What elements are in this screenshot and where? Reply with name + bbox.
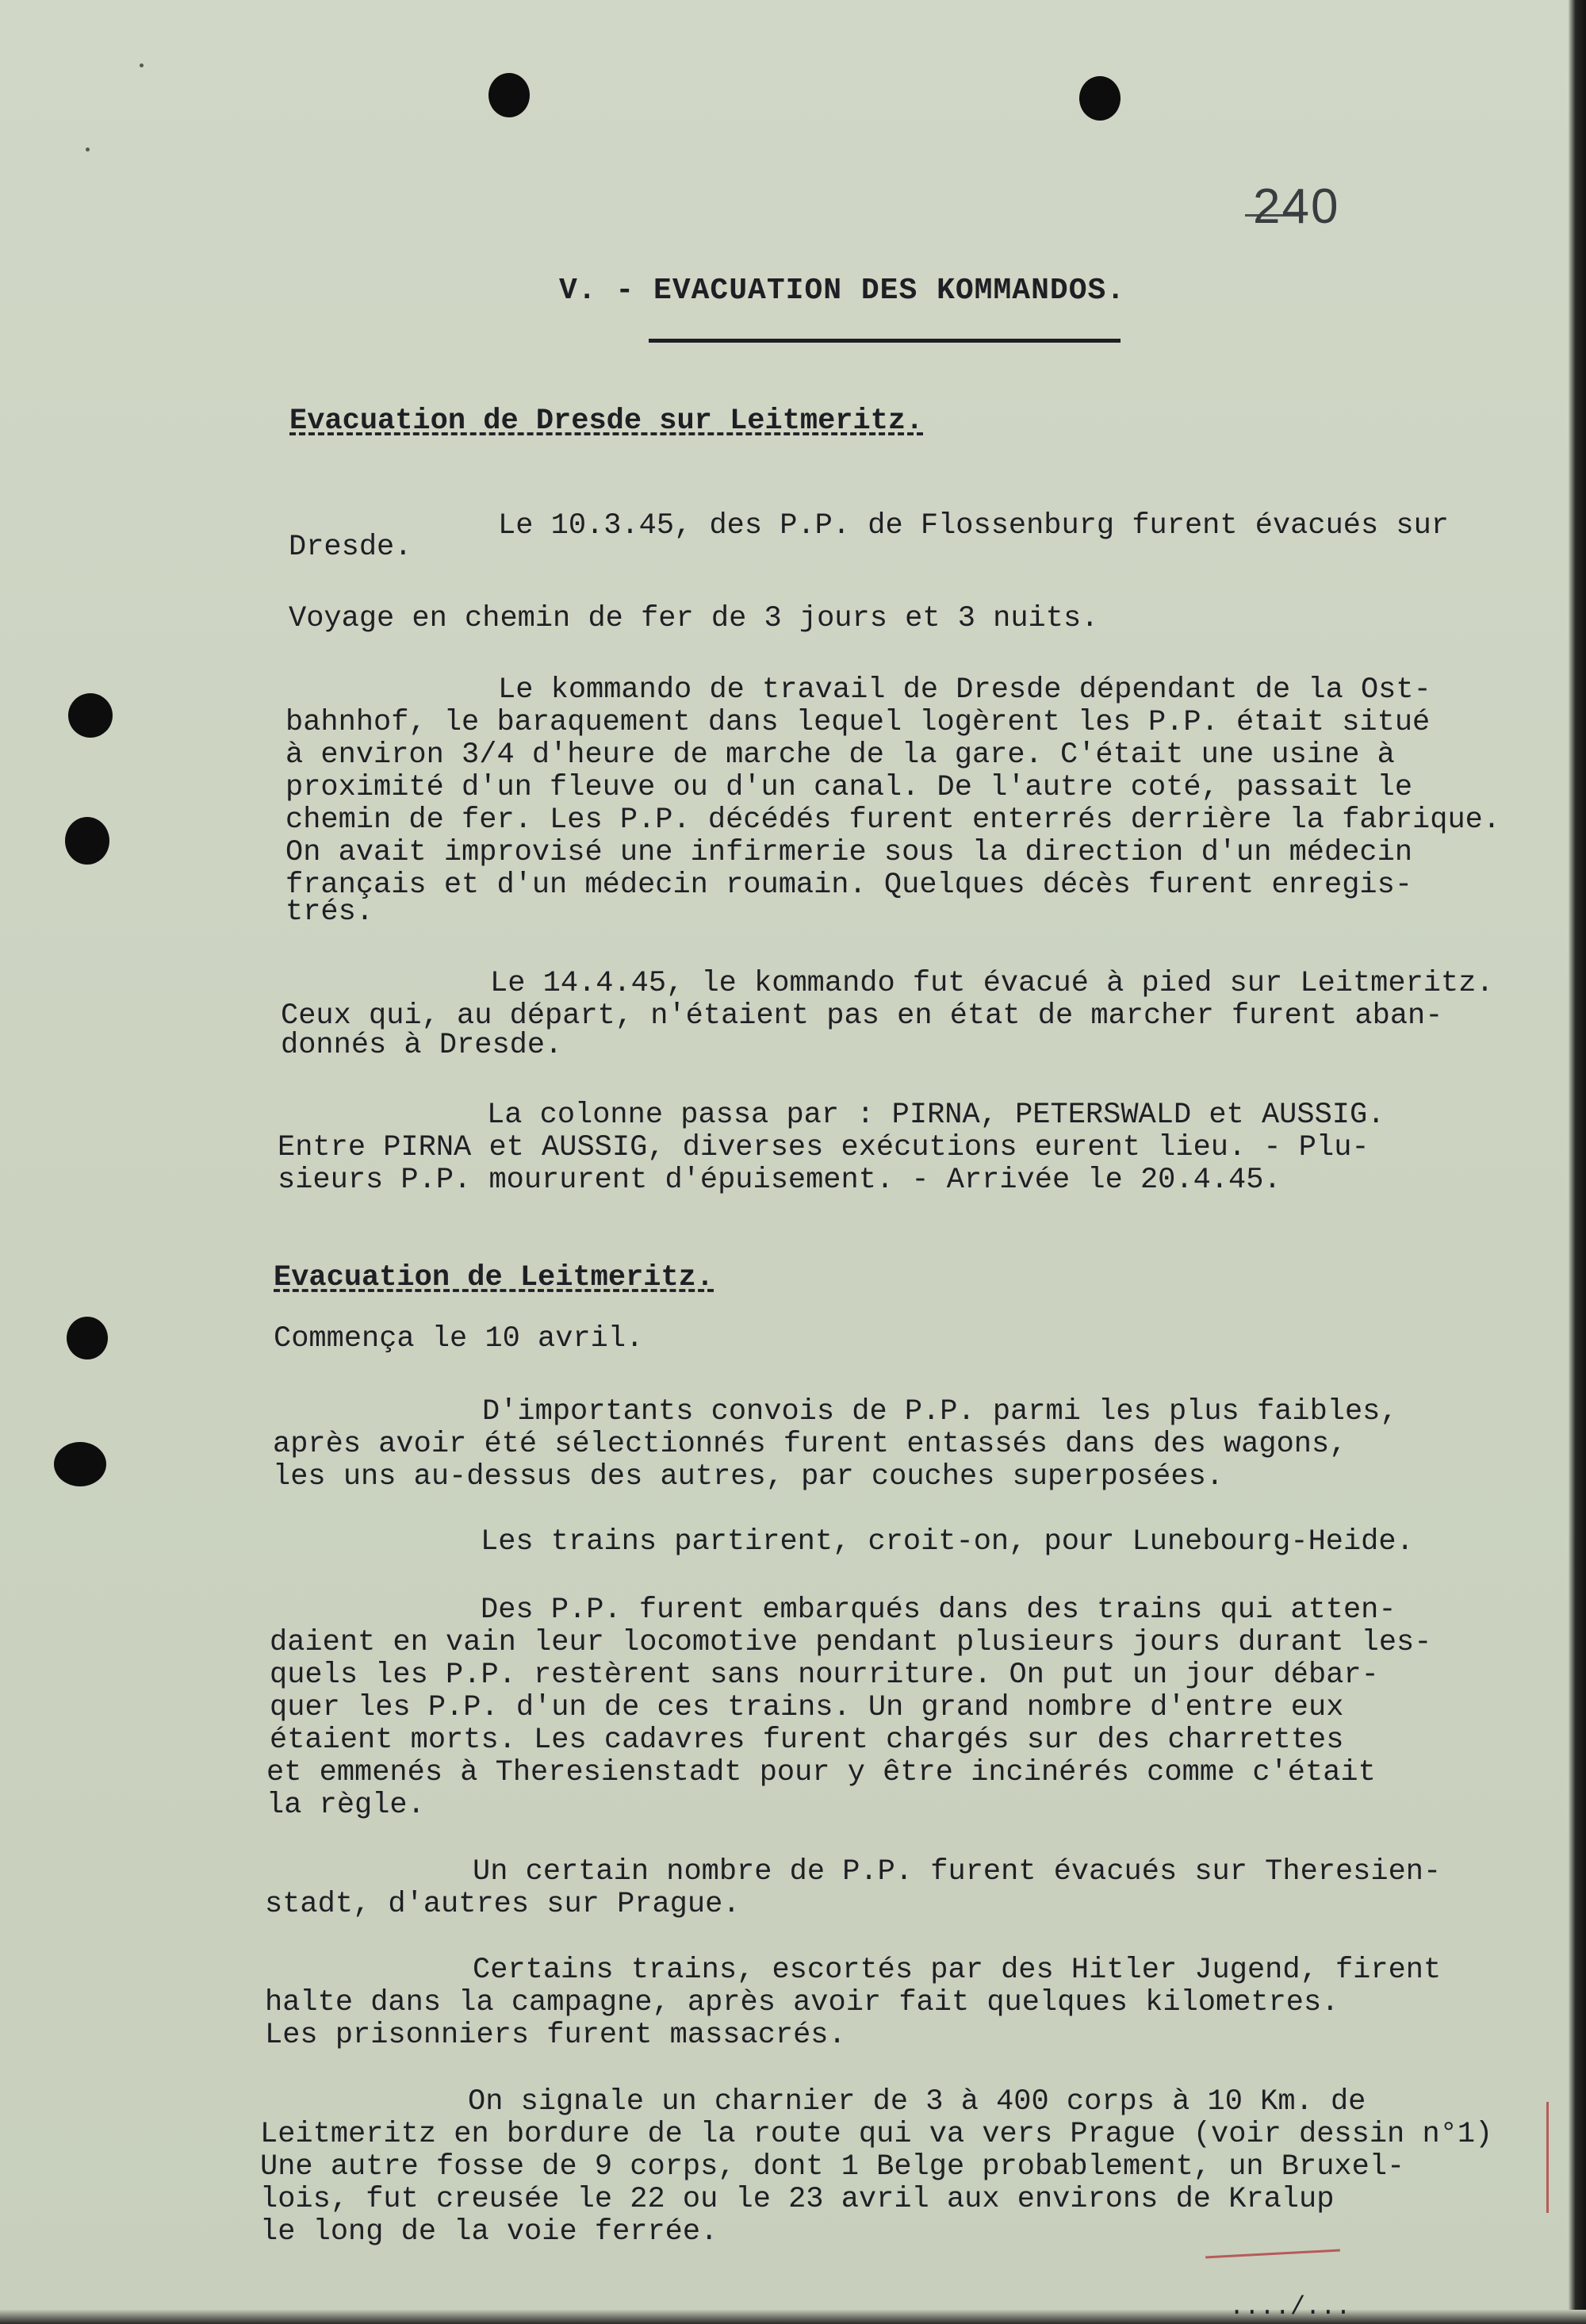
text-line: On signale un charnier de 3 à 400 corps à 10 Km. de	[468, 2085, 1366, 2119]
text-line: Dresde.	[289, 531, 412, 564]
text-line: bahnhof, le baraquement dans lequel logèrent les P.P. était situé	[285, 706, 1431, 739]
text-line: Certains trains, escortés par des Hitler Jugend, firent	[473, 1954, 1442, 1987]
red-annotation-mark	[1546, 2102, 1549, 2213]
text-line: La colonne passa par : PIRNA, PETERSWALD et AUSSIG.	[487, 1099, 1385, 1132]
text-line: le long de la voie ferrée.	[260, 2215, 718, 2249]
text-line: étaient morts. Les cadavres furent chargés sur des charrettes	[270, 1724, 1344, 1757]
text-line: chemin de fer. Les P.P. décédés furent enterrés derrière la fabrique.	[285, 803, 1501, 837]
text-line: après avoir été sélectionnés furent entassés dans des wagons,	[273, 1428, 1347, 1461]
margin-speck	[86, 148, 90, 151]
text-line: Ceux qui, au départ, n'étaient pas en état de marcher furent aban-	[281, 999, 1443, 1033]
punch-hole-left-1	[68, 693, 113, 738]
text-line: Le kommando de travail de Dresde dépendant de la Ost-	[498, 673, 1431, 707]
text-line: Le 10.3.45, des P.P. de Flossenburg furent évacués sur	[498, 509, 1449, 543]
punch-hole-left-4	[54, 1442, 106, 1486]
page-edge-shadow	[1569, 0, 1586, 2324]
text-line: les uns au-dessus des autres, par couches superposées.	[273, 1460, 1224, 1494]
text-line: Voyage en chemin de fer de 3 jours et 3 nuits.	[289, 602, 1099, 635]
text-line: trés.	[285, 895, 374, 929]
section-heading: Evacuation de Leitmeritz.	[274, 1261, 714, 1294]
text-line: Les prisonniers furent massacrés.	[265, 2019, 846, 2052]
punch-hole-left-3	[67, 1317, 108, 1360]
text-line: Des P.P. furent embarqués dans des trains qui atten-	[481, 1593, 1396, 1627]
section-title: V. - EVACUATION DES KOMMANDOS.	[559, 274, 1126, 308]
text-line: Le 14.4.45, le kommando fut évacué à pied sur Leitmeritz.	[490, 967, 1494, 1000]
title-underline	[649, 339, 1121, 343]
text-line: daient en vain leur locomotive pendant plusieurs jours durant les-	[270, 1626, 1432, 1659]
text-line: proximité d'un fleuve ou d'un canal. De l'autre coté, passait le	[285, 771, 1413, 804]
punch-hole-left-2	[65, 817, 109, 865]
text-line: français et d'un médecin roumain. Quelques décès furent enregis-	[285, 869, 1413, 902]
red-annotation-mark	[1205, 2249, 1340, 2259]
page-number: 240	[1253, 179, 1340, 234]
text-line: halte dans la campagne, après avoir fait quelques kilometres.	[265, 1986, 1339, 2019]
text-line: D'importants convois de P.P. parmi les plus faibles,	[482, 1395, 1398, 1429]
text-line: donnés à Dresde.	[281, 1029, 563, 1062]
continuation-marker: ..../...	[1229, 2292, 1351, 2322]
text-line: Un certain nombre de P.P. furent évacués sur Theresien-	[473, 1855, 1442, 1889]
text-line: Leitmeritz en bordure de la route qui va vers Prague (voir dessin n°1)	[260, 2118, 1493, 2151]
text-line: à environ 3/4 d'heure de marche de la gare. C'était une usine à	[285, 738, 1395, 772]
text-line: la règle.	[266, 1789, 425, 1822]
text-line: On avait improvisé une infirmerie sous la direction d'un médecin	[285, 836, 1413, 869]
text-line: sieurs P.P. moururent d'épuisement. - Arrivée le 20.4.45.	[278, 1164, 1281, 1197]
text-line: et emmenés à Theresienstadt pour y être incinérés comme c'était	[266, 1756, 1376, 1789]
text-line: Entre PIRNA et AUSSIG, diverses exécutions eurent lieu. - Plu-	[278, 1131, 1370, 1164]
section-heading: Evacuation de Dresde sur Leitmeritz.	[289, 405, 924, 438]
text-line: Les trains partirent, croit-on, pour Lunebourg-Heide.	[481, 1525, 1414, 1559]
text-line: Commença le 10 avril.	[274, 1322, 644, 1356]
punch-hole-top-left	[488, 73, 530, 117]
punch-hole-top-right	[1079, 76, 1121, 121]
text-line: stadt, d'autres sur Prague.	[265, 1888, 741, 1921]
text-line: quer les P.P. d'un de ces trains. Un grand nombre d'entre eux	[270, 1691, 1344, 1724]
text-line: lois, fut creusée le 22 ou le 23 avril aux environs de Kralup	[260, 2183, 1335, 2216]
text-line: quels les P.P. restèrent sans nourriture. On put un jour débar-	[270, 1659, 1379, 1692]
margin-speck	[140, 63, 144, 67]
text-line: Une autre fosse de 9 corps, dont 1 Belge probablement, un Bruxel-	[260, 2150, 1405, 2184]
